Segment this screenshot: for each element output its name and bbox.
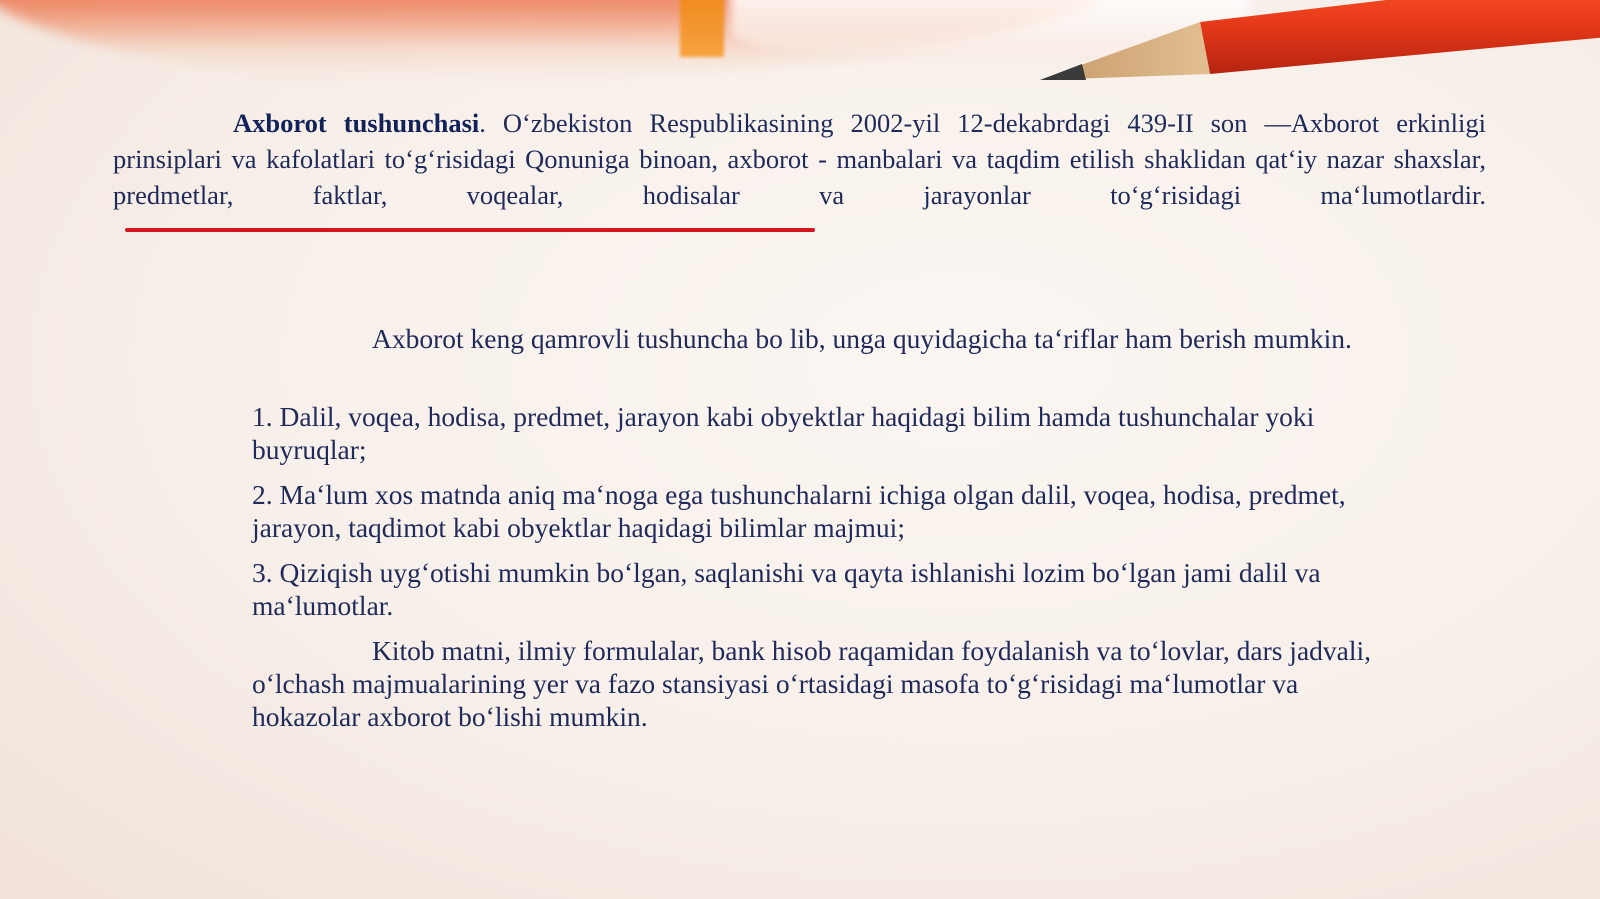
red-underline-divider <box>125 228 815 232</box>
definition-text: . O‘zbekiston Respublikasining 2002-yil 12-dekabrdagi 439-II son —Axborot erkinligi prinsiplari va kafolatlari to‘g‘risidagi Qonuniga binoan, axborot - manbalari va taqdim etilish shaklidan qat‘iy nazar shaxslar, predmetlar, faktlar, voqealar, hodisalar va jarayonlar to‘g‘risidagi ma‘lumotlardir. <box>113 108 1487 210</box>
closing-text: Kitob matni, ilmiy formulalar, bank hisob raqamidan foydalanish va to‘lovlar, dars jadvali, o‘lchash majmualarining yer va fazo stansiyasi o‘rtasidagi masofa to‘g‘risidagi ma‘lumotlar va hokazolar axborot bo‘lishi mumkin. <box>252 635 1372 732</box>
definition-heading: Axborot tushunchasi <box>233 108 480 138</box>
definition-paragraph <box>113 105 1486 213</box>
pencil-icon <box>1040 0 1600 90</box>
bookmark-ribbon-decor <box>680 0 724 57</box>
list-item: 3. Qiziqish uyg‘otishi mumkin bo‘lgan, saqlanishi va qayta ishlanishi lozim bo‘lgan jami dalil va ma‘lumotlar. <box>252 557 1321 621</box>
body-text-block <box>252 322 1372 745</box>
header-photo <box>0 0 1600 110</box>
closing-paragraph <box>252 634 1372 733</box>
list-item: 2. Ma‘lum xos matnda aniq ma‘noga ega tushunchalarni ichiga olgan dalil, voqea, hodisa, predmet, jarayon, taqdimot kabi obyektlar haqidagi bilimlar majmui; <box>252 479 1346 543</box>
intro-text: Axborot keng qamrovli tushuncha bo lib, unga quyidagicha ta‘riflar ham berish mumkin. <box>372 323 1352 354</box>
list-item: 1. Dalil, voqea, hodisa, predmet, jarayon kabi obyektlar haqidagi bilim hamda tushunchalar yoki buyruqlar; <box>252 401 1315 465</box>
intro-paragraph <box>252 322 1372 355</box>
